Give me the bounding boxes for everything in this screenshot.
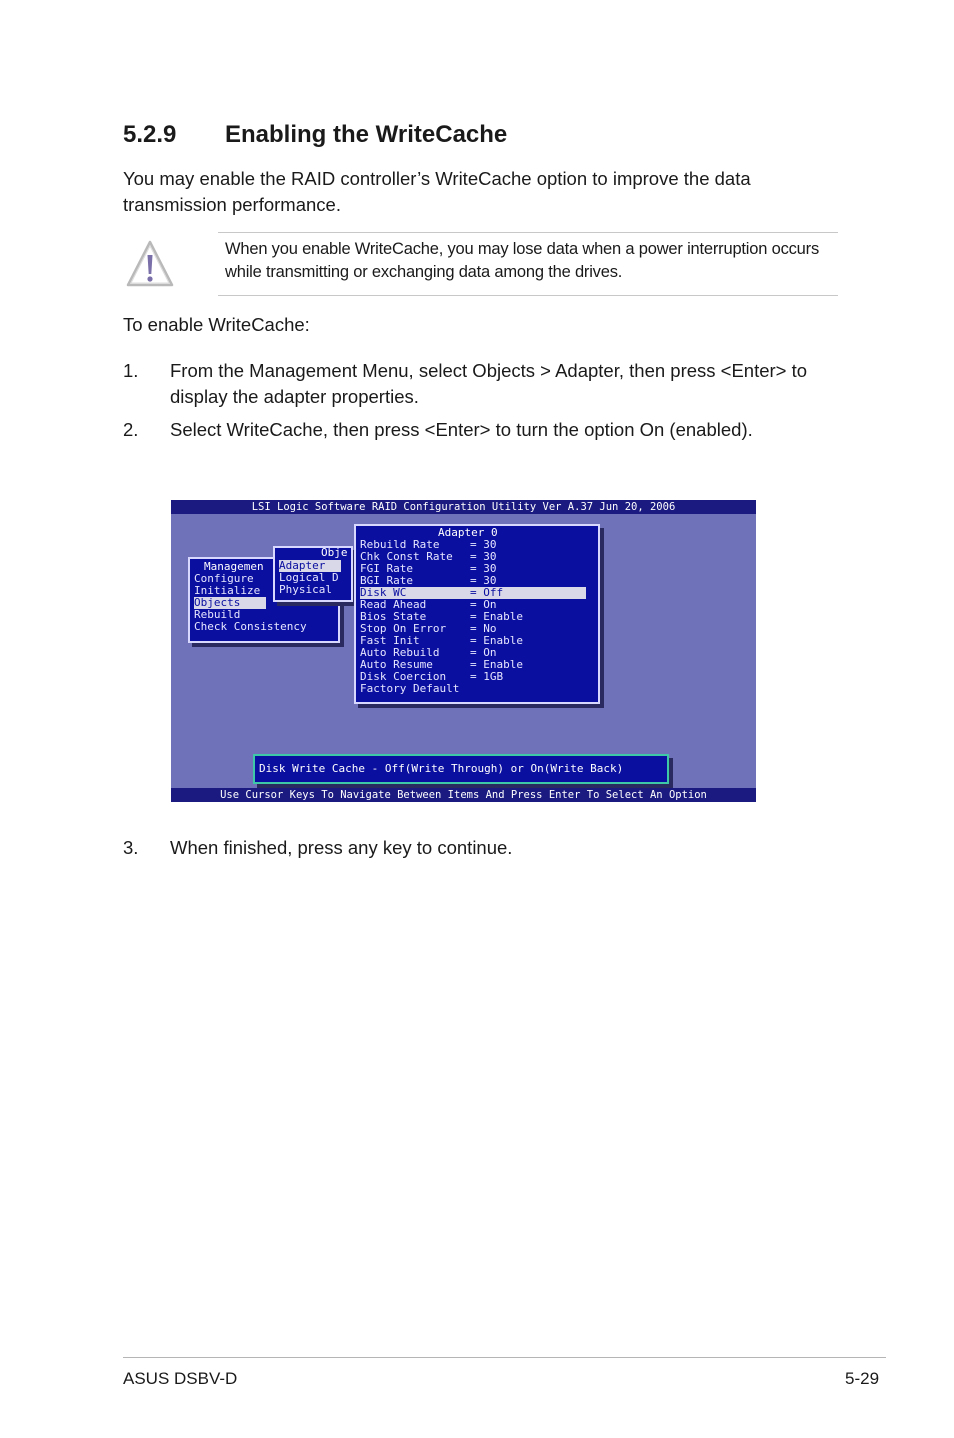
footer-rule bbox=[123, 1357, 886, 1358]
adapter-properties-panel bbox=[354, 524, 600, 704]
adapter-property-value: = 1GB bbox=[470, 670, 504, 683]
step-number: 3. bbox=[123, 837, 139, 858]
section-title: Enabling the WriteCache bbox=[225, 121, 508, 148]
help-message-box bbox=[253, 754, 669, 784]
objects-menu bbox=[273, 546, 353, 602]
intro-paragraph: You may enable the RAID controller’s WriteCache option to improve the data transmission performance. bbox=[123, 168, 751, 215]
step-text: Select WriteCache, then press <Enter> to turn the option On (enabled). bbox=[170, 419, 753, 440]
step-text: When finished, press any key to continue. bbox=[170, 837, 513, 858]
adapter-property-value: = 30 bbox=[470, 538, 497, 551]
step-text: From the Management Menu, select Objects > Adapter, then press <Enter> to display the adapter properties. bbox=[170, 360, 808, 407]
step-number: 2. bbox=[123, 419, 139, 440]
adapter-property-label: Rebuild Rate bbox=[360, 538, 440, 551]
warning-triangle-icon bbox=[124, 238, 176, 290]
adapter-property-value: = On bbox=[470, 598, 497, 611]
adapter-property-label: Auto Rebuild bbox=[360, 646, 440, 659]
adapter-property-value: = On bbox=[470, 646, 497, 659]
adapter-property-value: = Enable bbox=[470, 634, 523, 647]
management-item-rebuild[interactable]: Rebuild bbox=[194, 608, 241, 621]
help-message: Disk Write Cache - Off(Write Through) or On(Write Back) bbox=[259, 762, 624, 775]
adapter-property-value: = 30 bbox=[470, 550, 497, 563]
adapter-property-label: Bios State bbox=[360, 610, 427, 623]
adapter-property-value: = Enable bbox=[470, 658, 523, 671]
adapter-property-label: Disk Coercion bbox=[360, 670, 447, 683]
management-item-configure[interactable]: Configure bbox=[194, 572, 254, 585]
adapter-property-label: Stop On Error bbox=[360, 622, 447, 635]
utility-title-bar: LSI Logic Software RAID Configuration Utility Ver A.37 Jun 20, 2006 bbox=[171, 500, 756, 514]
adapter-property-value: = Enable bbox=[470, 610, 523, 623]
objects-item-physical[interactable]: Physical bbox=[279, 583, 332, 596]
objects-item-logical-drive[interactable]: Logical D bbox=[279, 571, 339, 584]
adapter-property-label: Factory Default bbox=[360, 682, 460, 695]
management-menu-title: Managemen bbox=[204, 560, 264, 573]
adapter-property-value: = Off bbox=[470, 586, 504, 599]
raid-utility-screenshot bbox=[171, 500, 756, 802]
step-number: 1. bbox=[123, 360, 139, 381]
adapter-property-value: = No bbox=[470, 622, 497, 635]
note-top-rule bbox=[218, 232, 838, 233]
adapter-property-label: Read Ahead bbox=[360, 598, 427, 611]
objects-menu-title: Obje bbox=[321, 546, 348, 559]
management-item-objects[interactable]: Objects bbox=[194, 597, 266, 609]
adapter-property-label: FGI Rate bbox=[360, 562, 413, 575]
adapter-property-label: Auto Resume bbox=[360, 658, 433, 671]
note-bottom-rule bbox=[218, 295, 838, 296]
adapter-property-label: Chk Const Rate bbox=[360, 550, 453, 563]
adapter-property-value: = 30 bbox=[470, 562, 497, 575]
footer-product: ASUS DSBV-D bbox=[123, 1369, 238, 1388]
adapter-property-label: BGI Rate bbox=[360, 574, 413, 587]
enable-instruction: To enable WriteCache: bbox=[123, 314, 310, 335]
adapter-property-row[interactable] bbox=[360, 683, 470, 695]
management-item-initialize[interactable]: Initialize bbox=[194, 584, 261, 597]
section-number: 5.2.9 bbox=[123, 121, 177, 148]
utility-status-bar: Use Cursor Keys To Navigate Between Items And Press Enter To Select An Option bbox=[171, 788, 756, 802]
adapter-property-label: Disk WC bbox=[360, 586, 407, 599]
adapter-property-value: = 30 bbox=[470, 574, 497, 587]
footer-page-number: 5-29 bbox=[845, 1369, 880, 1388]
objects-item-adapter[interactable]: Adapter bbox=[279, 560, 341, 572]
management-item-check-consistency[interactable]: Check Consistency bbox=[194, 620, 307, 633]
adapter-panel-title: Adapter 0 bbox=[438, 526, 498, 539]
note-text: When you enable WriteCache, you may lose data when a power interruption occurs while transmitting or exchanging data among the drives. bbox=[225, 240, 820, 281]
adapter-property-label: Fast Init bbox=[360, 634, 420, 647]
